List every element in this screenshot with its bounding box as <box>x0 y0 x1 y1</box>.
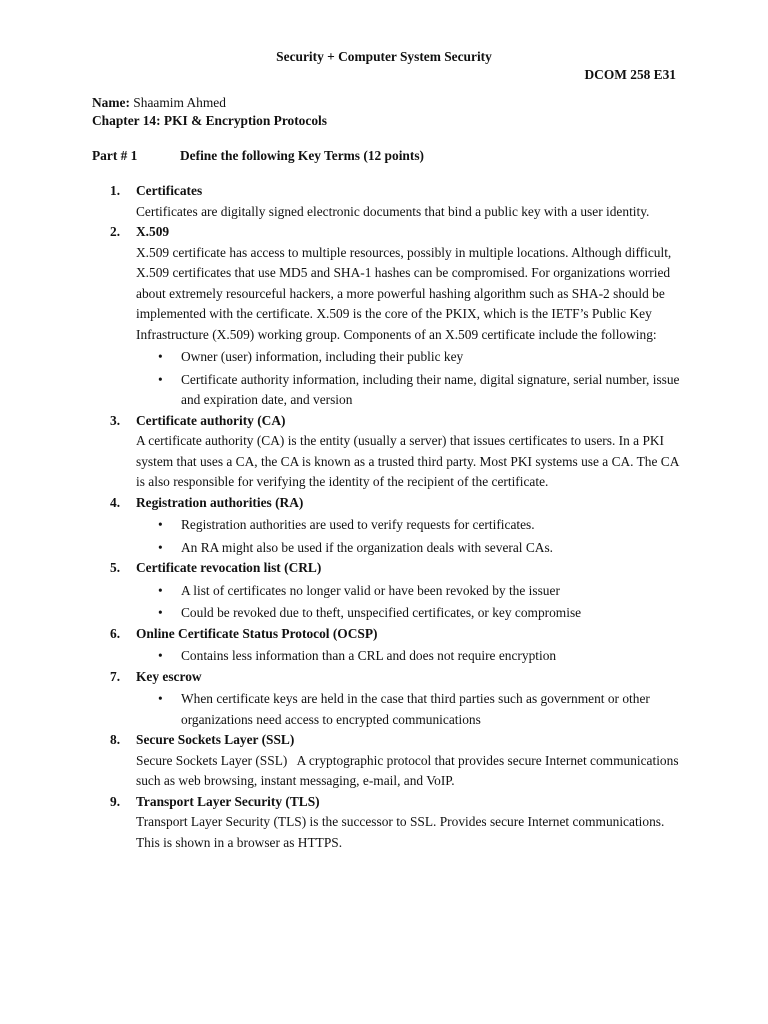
bullet-list <box>136 347 686 411</box>
bullet-icon: • <box>158 371 163 387</box>
bullet-icon: • <box>158 648 163 663</box>
term-item <box>92 493 686 559</box>
bullet-icon: • <box>158 539 163 555</box>
term-title: X.509 <box>136 224 170 239</box>
term-number: 3. <box>110 412 121 428</box>
term-item <box>92 181 686 222</box>
bullet-icon: • <box>158 691 163 706</box>
part-number: Part # 1 <box>92 148 138 163</box>
term-title: Certificate authority (CA) <box>136 412 286 428</box>
course-code: DCOM 258 E31 <box>584 67 676 82</box>
term-title: Transport Layer Security (TLS) <box>136 793 320 809</box>
bullet-icon: • <box>158 605 163 620</box>
part-heading <box>92 146 692 167</box>
term-definition: X.509 certificate has access to multiple resources, possibly in multiple locations. Although difficult, X.509 certificates that use MD5 and SHA-1 hashes can be compromised. For organizations worried about extremely resourceful hackers, a more powerful hashing algorithm such as SHA-2 should be implemented with the certificate. X.509 is the core of the PKIX, which is the IETF’s Public Key Infrastructure (X.509) working group. Components of an X.509 certificate include the following: <box>136 244 672 342</box>
list-item: • When certificate keys are held in the case that third parties such as government or other organizations need access to encrypted communications <box>158 691 650 727</box>
bullet-list <box>136 581 686 624</box>
term-number: 2. <box>110 224 121 239</box>
list-item: • Certificate authority information, including their name, digital signature, serial number, issue and expiration date, and version <box>158 371 680 407</box>
bullet-list <box>136 646 686 667</box>
list-item: • Could be revoked due to theft, unspecified certificates, or key compromise <box>136 603 686 624</box>
term-item <box>92 411 686 493</box>
name-label: Name: <box>92 95 130 110</box>
term-number: 9. <box>110 793 121 809</box>
term-item <box>92 667 686 731</box>
term-title: Online Certificate Status Protocol (OCSP) <box>136 625 378 641</box>
bullet-icon: • <box>158 517 163 532</box>
term-title: Registration authorities (RA) <box>136 494 304 510</box>
term-title: Key escrow <box>136 668 202 684</box>
chapter-heading: Chapter 14: PKI & Encryption Protocols <box>92 113 327 128</box>
term-number: 5. <box>110 560 121 575</box>
term-title: Certificates <box>136 183 203 198</box>
term-title: Certificate revocation list (CRL) <box>136 560 322 575</box>
term-definition: Certificates are digitally signed electronic documents that bind a public key with a user identity. <box>136 203 650 219</box>
part-title: Define the following Key Terms (12 points) <box>180 148 424 163</box>
list-item: • A list of certificates no longer valid or have been revoked by the issuer <box>136 581 686 602</box>
term-item <box>92 730 686 792</box>
term-number: 8. <box>110 732 121 747</box>
term-number: 6. <box>110 625 121 641</box>
term-item <box>92 624 686 667</box>
term-number: 4. <box>110 494 121 510</box>
bullet-list <box>136 515 686 558</box>
list-item: • Registration authorities are used to verify requests for certificates. <box>136 515 686 536</box>
key-terms-list <box>92 181 686 853</box>
list-item: • Owner (user) information, including their public key <box>136 347 686 368</box>
term-item <box>92 558 686 624</box>
term-definition: A certificate authority (CA) is the entity (usually a server) that issues certificates to users. In a PKI system that uses a CA, the CA is known as a trusted third party. Most PKI systems use a CA. The CA is also responsible for verifying the identity of the recipient of the certificate. <box>136 433 679 489</box>
bullet-list <box>136 689 686 730</box>
term-definition: Transport Layer Security (TLS) is the successor to SSL. Provides secure Internet communications. This is shown in a browser as HTTPS. <box>136 814 665 850</box>
bullet-icon: • <box>158 349 163 364</box>
document-title: Security + Computer System Security <box>276 49 492 64</box>
term-item <box>92 792 686 854</box>
term-number: 1. <box>110 183 121 198</box>
list-item: • Contains less information than a CRL and does not require encryption <box>136 646 686 667</box>
term-number: 7. <box>110 668 121 684</box>
student-name: Shaamim Ahmed <box>133 95 226 110</box>
list-item: • An RA might also be used if the organization deals with several CAs. <box>136 538 686 559</box>
term-definition: Secure Sockets Layer (SSL) A cryptographic protocol that provides secure Internet communications such as web browsing, instant messaging, e-mail, and VoIP. <box>136 752 682 788</box>
term-title: Secure Sockets Layer (SSL) <box>136 732 295 747</box>
bullet-icon: • <box>158 582 163 598</box>
term-item <box>92 222 686 411</box>
